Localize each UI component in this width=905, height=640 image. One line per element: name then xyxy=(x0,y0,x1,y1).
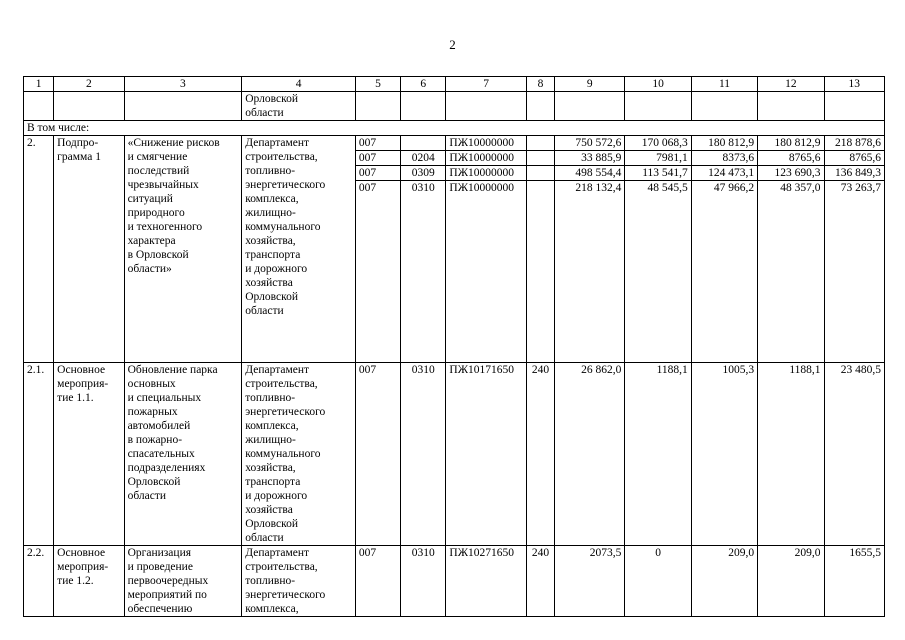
rzpr-cell xyxy=(401,136,446,151)
col-header: 4 xyxy=(242,77,356,92)
grbs-cell: 007 xyxy=(355,363,400,546)
row-type: Основное мероприя- тие 1.1. xyxy=(54,363,124,546)
department-cell: Департамент строительства, топливно- энергетического комплекса, xyxy=(242,546,356,617)
grbs-cell: 007 xyxy=(355,546,400,617)
value-cell: 1188,1 xyxy=(758,363,824,546)
value-cell: 123 690,3 xyxy=(758,166,824,181)
csr-cell: ПЖ10171650 xyxy=(446,363,526,546)
csr-cell: ПЖ10271650 xyxy=(446,546,526,617)
col-header: 1 xyxy=(24,77,54,92)
grbs-cell: 007 xyxy=(355,181,400,363)
col-header: 2 xyxy=(54,77,124,92)
vr-cell xyxy=(526,136,554,151)
row-name: «Снижение рисков и смягчение последствий чрезвычайных ситуаций природного и техногенного характера в Орловской области» xyxy=(124,136,242,363)
budget-table xyxy=(23,76,885,617)
department-cell: Департамент строительства, топливно- энергетического комплекса, жилищно- коммунального хозяйства, транспорта и дорожного хозяйства Орловской области xyxy=(242,136,356,363)
csr-cell: ПЖ10000000 xyxy=(446,166,526,181)
section-label: В том числе: xyxy=(24,121,885,136)
department-cell: Орловской области xyxy=(242,92,356,121)
col-header: 8 xyxy=(526,77,554,92)
measure-row xyxy=(24,546,885,617)
vr-cell: 240 xyxy=(526,363,554,546)
col-header: 11 xyxy=(691,77,757,92)
col-header: 3 xyxy=(124,77,242,92)
value-cell: 218 878,6 xyxy=(824,136,884,151)
row-number: 2.1. xyxy=(24,363,54,546)
row-name: Организация и проведение первоочередных мероприятий по обеспечению xyxy=(124,546,242,617)
col-header: 9 xyxy=(555,77,625,92)
row-name: Обновление парка основных и специальных пожарных автомобилей в пожарно- спасательных подразделениях Орловской области xyxy=(124,363,242,546)
csr-cell: ПЖ10000000 xyxy=(446,151,526,166)
value-cell: 113 541,7 xyxy=(625,166,691,181)
value-cell: 0 xyxy=(625,546,691,617)
value-cell: 209,0 xyxy=(758,546,824,617)
grbs-cell: 007 xyxy=(355,136,400,151)
value-cell: 7981,1 xyxy=(625,151,691,166)
value-cell: 136 849,3 xyxy=(824,166,884,181)
department-cell: Департамент строительства, топливно- энергетического комплекса, жилищно- коммунального хозяйства, транспорта и дорожного хозяйства Орловской области xyxy=(242,363,356,546)
rzpr-cell: 0309 xyxy=(401,166,446,181)
value-cell: 209,0 xyxy=(691,546,757,617)
col-header: 6 xyxy=(401,77,446,92)
vr-cell xyxy=(526,181,554,363)
grbs-cell: 007 xyxy=(355,166,400,181)
row-number: 2. xyxy=(24,136,54,363)
value-cell: 170 068,3 xyxy=(625,136,691,151)
measure-row xyxy=(24,363,885,546)
value-cell: 48 545,5 xyxy=(625,181,691,363)
rzpr-cell: 0310 xyxy=(401,181,446,363)
value-cell: 1655,5 xyxy=(824,546,884,617)
value-cell: 218 132,4 xyxy=(555,181,625,363)
value-cell: 8373,6 xyxy=(691,151,757,166)
continuation-row xyxy=(24,92,885,121)
value-cell: 2073,5 xyxy=(555,546,625,617)
col-header: 10 xyxy=(625,77,691,92)
value-cell: 48 357,0 xyxy=(758,181,824,363)
page-number: 2 xyxy=(449,37,456,52)
row-number: 2.2. xyxy=(24,546,54,617)
rzpr-cell: 0204 xyxy=(401,151,446,166)
value-cell: 33 885,9 xyxy=(555,151,625,166)
row-type: Подпро- грамма 1 xyxy=(54,136,124,363)
row-type: Основное мероприя- тие 1.2. xyxy=(54,546,124,617)
col-header: 7 xyxy=(446,77,526,92)
value-cell: 8765,6 xyxy=(758,151,824,166)
csr-cell: ПЖ10000000 xyxy=(446,136,526,151)
value-cell: 47 966,2 xyxy=(691,181,757,363)
value-cell: 498 554,4 xyxy=(555,166,625,181)
value-cell: 8765,6 xyxy=(824,151,884,166)
grbs-cell: 007 xyxy=(355,151,400,166)
col-header: 5 xyxy=(355,77,400,92)
value-cell: 23 480,5 xyxy=(824,363,884,546)
vr-cell: 240 xyxy=(526,546,554,617)
value-cell: 73 263,7 xyxy=(824,181,884,363)
value-cell: 1005,3 xyxy=(691,363,757,546)
section-row xyxy=(24,121,885,136)
column-number-row xyxy=(24,77,885,92)
rzpr-cell: 0310 xyxy=(401,546,446,617)
col-header: 13 xyxy=(824,77,884,92)
rzpr-cell: 0310 xyxy=(401,363,446,546)
vr-cell xyxy=(526,151,554,166)
value-cell: 124 473,1 xyxy=(691,166,757,181)
vr-cell xyxy=(526,166,554,181)
value-cell: 180 812,9 xyxy=(691,136,757,151)
col-header: 12 xyxy=(758,77,824,92)
value-cell: 1188,1 xyxy=(625,363,691,546)
value-cell: 180 812,9 xyxy=(758,136,824,151)
value-cell: 750 572,6 xyxy=(555,136,625,151)
csr-cell: ПЖ10000000 xyxy=(446,181,526,363)
subprogram-row xyxy=(24,136,885,151)
value-cell: 26 862,0 xyxy=(555,363,625,546)
